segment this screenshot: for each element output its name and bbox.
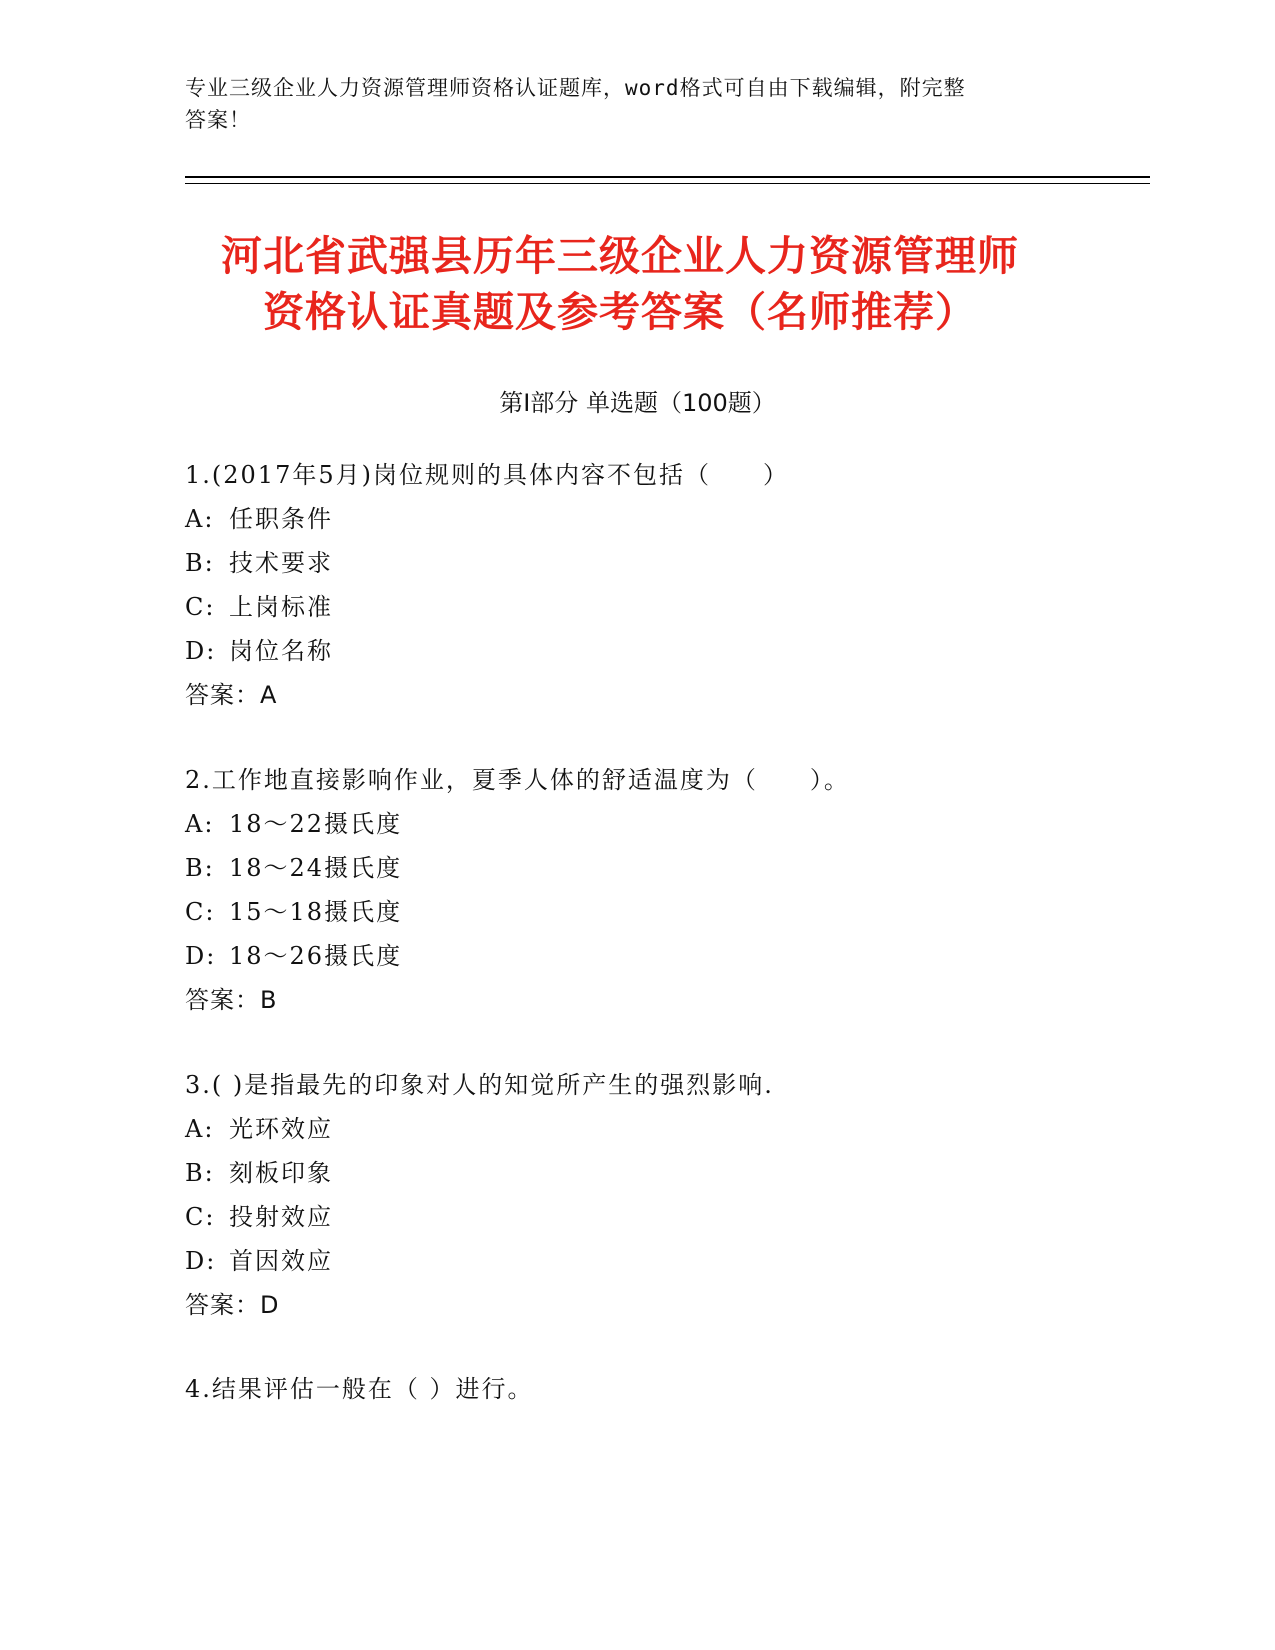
option-letter: A: [185,810,215,838]
option-letter: D: [185,942,217,970]
header-note-line-1: 专业三级企业人力资源管理师资格认证题库，word格式可自由下载编辑，附完整 [185,76,966,100]
option-c [185,1195,1125,1239]
option-text: 15～18摄氏度 [229,898,403,926]
option-text: 18～24摄氏度 [229,854,403,882]
option-letter: D: [185,1247,217,1275]
document-title [160,228,1080,340]
option-d [185,1239,1125,1283]
header-note [185,72,1065,136]
option-b [185,846,1125,890]
header-divider-thick [185,176,1150,178]
option-text: 技术要求 [229,549,333,577]
question-stem: 2.工作地直接影响作业，夏季人体的舒适温度为（ ）。 [185,766,850,794]
option-d [185,934,1125,978]
option-a [185,1107,1125,1151]
option-c [185,890,1125,934]
document-title-line-1: 河北省武强县历年三级企业人力资源管理师 [221,232,1019,280]
option-text: 18～22摄氏度 [229,810,403,838]
answer-label: 答案：B [185,986,278,1014]
section-heading: 第Ⅰ部分 单选题（100题） [499,389,776,417]
question-stem: 4.结果评估一般在（ ）进行。 [185,1375,534,1403]
option-letter: C: [185,593,216,621]
option-letter: B: [185,854,215,882]
option-letter: B: [185,1159,215,1187]
option-text: 刻板印象 [229,1159,333,1187]
option-text: 首因效应 [229,1247,333,1275]
question-1 [185,453,1125,717]
option-b [185,541,1125,585]
document-title-line-2: 资格认证真题及参考答案（名师推荐） [263,288,977,336]
question-3 [185,1063,1125,1327]
question-2 [185,758,1125,1022]
option-d [185,629,1125,673]
option-text: 岗位名称 [229,637,333,665]
option-a [185,802,1125,846]
question-stem: 1.(2017年5月)岗位规则的具体内容不包括（ ） [185,461,789,489]
option-letter: C: [185,898,216,926]
option-letter: A: [185,1115,215,1143]
option-c [185,585,1125,629]
option-letter: B: [185,549,215,577]
question-4 [185,1367,1125,1411]
header-note-line-2: 答案！ [185,108,251,132]
header-divider-thin [185,183,1150,184]
option-text: 任职条件 [229,505,333,533]
answer-label: 答案：A [185,681,278,709]
option-a [185,497,1125,541]
question-stem: 3.( )是指最先的印象对人的知觉所产生的强烈影响. [185,1071,774,1099]
answer-label: 答案：D [185,1291,280,1319]
option-letter: D: [185,637,217,665]
option-text: 上岗标准 [229,593,333,621]
option-letter: C: [185,1203,216,1231]
option-letter: A: [185,505,215,533]
option-text: 18～26摄氏度 [229,942,403,970]
option-text: 投射效应 [229,1203,333,1231]
option-b [185,1151,1125,1195]
option-text: 光环效应 [229,1115,333,1143]
